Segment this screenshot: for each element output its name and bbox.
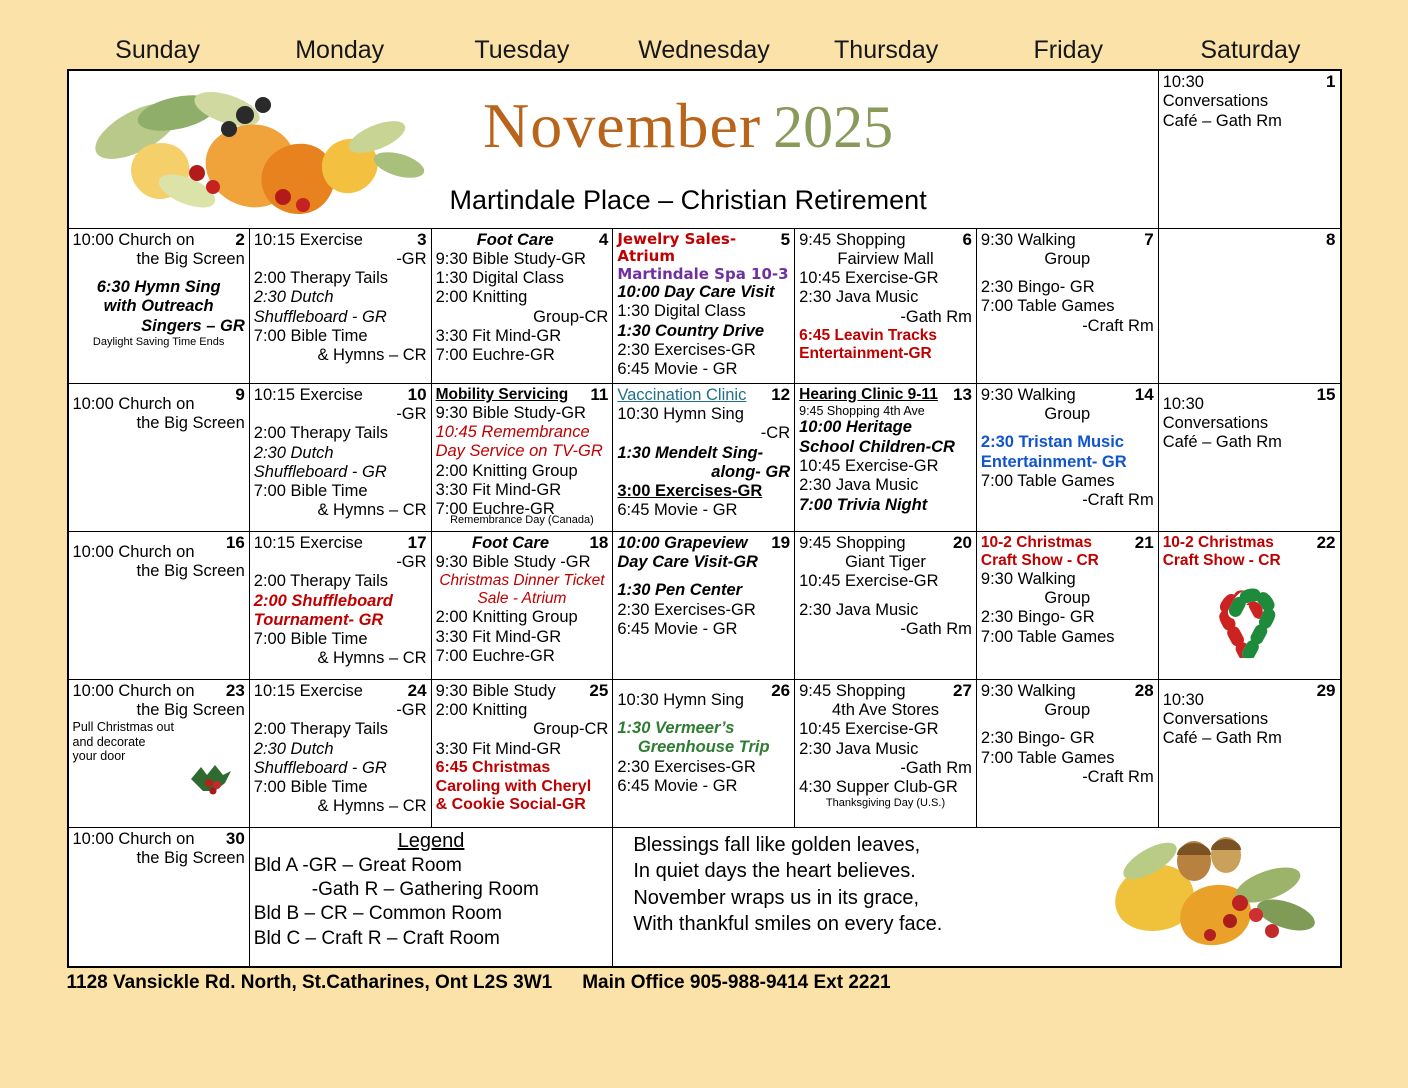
event-text: 9:30 Bible Study xyxy=(435,681,556,700)
event-text: Vaccination Clinic xyxy=(617,385,747,404)
event-text: 1:30 Vermeer’s xyxy=(617,718,735,737)
event-text: 9:45 Shopping 4th Ave xyxy=(799,403,925,418)
event-text: & Cookie Social-GR xyxy=(435,796,586,814)
event-text: 2:30 Dutch xyxy=(253,443,334,462)
poem-line: In quiet days the heart believes. xyxy=(633,860,916,883)
event-text: 10:00 Church on xyxy=(72,394,195,413)
day-cell-24 xyxy=(249,679,431,827)
event-text: Craft Show - CR xyxy=(1162,551,1281,569)
event-text: Group xyxy=(1044,700,1091,719)
event-text: the Big Screen xyxy=(136,249,245,268)
event-text: & Hymns – CR xyxy=(317,346,427,365)
event-text: Foot Care xyxy=(471,533,549,552)
event-text: Conversations xyxy=(1162,709,1269,728)
event-text: Pull Christmas out xyxy=(72,720,174,735)
event-text: -Gath Rm xyxy=(900,619,972,638)
day-cell-20 xyxy=(795,531,977,679)
day-number: 9 xyxy=(235,384,245,404)
event-text: 7:00 Bible Time xyxy=(253,778,368,797)
day-number: 21 xyxy=(1134,532,1154,552)
day-cell-5 xyxy=(613,228,795,383)
event-text: -Gath Rm xyxy=(900,307,972,326)
event-text: 10:45 Exercise-GR xyxy=(799,720,939,739)
event-text: 10:30 xyxy=(1162,394,1204,413)
calendar-grid xyxy=(67,69,1342,968)
day-number: 26 xyxy=(771,680,791,700)
event-text: 7:00 Euchre-GR xyxy=(435,346,555,365)
event-text: 3:00 Exercises-GR xyxy=(617,482,763,501)
event-text: 3:30 Fit Mind-GR xyxy=(435,627,562,646)
day-cell-8 xyxy=(1158,228,1340,383)
event-text: Group xyxy=(1044,404,1091,423)
event-text: -GR xyxy=(396,552,427,571)
day-cell-30 xyxy=(68,827,250,967)
event-text: 6:30 Hymn Sing xyxy=(96,278,221,297)
day-number: 12 xyxy=(771,384,791,404)
event-text: Group xyxy=(1044,589,1091,608)
event-text: 10:15 Exercise xyxy=(253,230,363,249)
event-text: Hearing Clinic 9-11 xyxy=(799,385,938,403)
event-text: Christmas Dinner Ticket xyxy=(439,572,605,590)
event-text: -Craft Rm xyxy=(1082,767,1154,786)
event-text: 7:00 Table Games xyxy=(980,627,1115,646)
day-cell-23 xyxy=(68,679,250,827)
event-text: Martindale Spa 10-3 xyxy=(617,264,789,283)
day-cell-17 xyxy=(249,531,431,679)
calendar-week-1 xyxy=(68,70,1341,228)
event-text: Sale - Atrium xyxy=(477,590,567,608)
event-text: 6:45 Christmas xyxy=(435,758,551,776)
event-text: Craft Show - CR xyxy=(980,551,1099,569)
event-text: & Hymns – CR xyxy=(317,649,427,668)
day-number: 10 xyxy=(407,384,427,404)
event-text: Mobility Servicing xyxy=(435,385,569,403)
day-cell-26 xyxy=(613,679,795,827)
event-text: 1:30 Mendelt Sing- xyxy=(617,443,764,462)
event-text: 9:45 Shopping xyxy=(799,681,906,700)
event-text: Greenhouse Trip xyxy=(637,738,770,757)
event-text: Day Service on TV-GR xyxy=(435,442,603,461)
day-cell-12 xyxy=(613,383,795,531)
day-number: 6 xyxy=(962,229,972,249)
weekday-header-row xyxy=(67,0,1342,65)
day-cell-2 xyxy=(68,228,250,383)
event-text: Shuffleboard - GR xyxy=(253,462,387,481)
event-text: 7:00 Euchre-GR xyxy=(435,500,555,519)
month-label: November xyxy=(483,90,762,161)
event-text: 2:30 Tristan Music xyxy=(980,433,1124,452)
event-text: 1:30 Digital Class xyxy=(617,302,746,321)
day-cell-6 xyxy=(795,228,977,383)
facility-name: Martindale Place – Christian Retirement xyxy=(449,185,927,215)
legend-line: Bld C – Craft R – Craft Room xyxy=(253,927,500,949)
day-number: 29 xyxy=(1316,680,1336,700)
day-number: 25 xyxy=(589,680,609,700)
event-text: 9:30 Bible Study-GR xyxy=(435,249,586,268)
day-cell-22 xyxy=(1158,531,1340,679)
weekday-sunday: Sunday xyxy=(115,36,200,64)
event-text: 10:45 Remembrance xyxy=(435,423,590,442)
event-text: -GR xyxy=(396,700,427,719)
event-text: Fairview Mall xyxy=(837,249,934,268)
event-text: 10:15 Exercise xyxy=(253,681,363,700)
event-text: -Craft Rm xyxy=(1082,316,1154,335)
legend-title: Legend xyxy=(397,829,465,852)
event-text: 10:00 Church on xyxy=(72,230,195,249)
event-text: 2:30 Bingo- GR xyxy=(980,729,1095,748)
event-text: 10:00 Church on xyxy=(72,542,195,561)
day-number: 4 xyxy=(598,229,609,249)
holiday-note: Remembrance Day (Canada) xyxy=(450,513,594,526)
day-number: 27 xyxy=(952,680,972,700)
event-text: 6:45 Leavin Tracks xyxy=(799,326,937,344)
event-text: 7:00 Bible Time xyxy=(253,630,368,649)
event-text: 2:30 Java Music xyxy=(799,288,919,307)
year-label: 2025 xyxy=(773,94,894,160)
event-text: 2:30 Bingo- GR xyxy=(980,608,1095,627)
day-number: 15 xyxy=(1316,384,1336,404)
calendar-week-2 xyxy=(68,228,1341,383)
event-text: 1:30 Country Drive xyxy=(617,321,765,340)
weekday-friday: Friday xyxy=(1033,36,1103,64)
weekday-wednesday: Wednesday xyxy=(638,36,770,64)
day-number: 30 xyxy=(225,828,245,848)
event-text: 2:30 Bingo- GR xyxy=(980,278,1095,297)
day-number: 19 xyxy=(771,532,791,552)
event-text: 2:00 Knitting Group xyxy=(435,608,578,627)
event-text: 10:00 Day Care Visit xyxy=(617,283,775,302)
event-text: 10-2 Christmas xyxy=(980,533,1093,551)
event-text: Tournament- GR xyxy=(253,610,384,629)
event-text: your door xyxy=(72,749,126,764)
event-text: 2:30 Java Music xyxy=(799,739,919,758)
event-text: 7:00 Bible Time xyxy=(253,326,368,345)
event-text: 6:45 Movie - GR xyxy=(617,360,738,379)
event-text: 10:15 Exercise xyxy=(253,533,363,552)
event-text: 7:00 Euchre-GR xyxy=(435,647,555,666)
day-number: 7 xyxy=(1144,229,1154,249)
day-cell-13 xyxy=(795,383,977,531)
event-text: 2:30 Java Music xyxy=(799,476,919,495)
event-text: 2:00 Knitting xyxy=(435,288,528,307)
day-number: 14 xyxy=(1134,384,1154,404)
event-text: with Outreach xyxy=(103,297,214,316)
event-text: 7:00 Table Games xyxy=(980,748,1115,767)
event-text: 3:30 Fit Mind-GR xyxy=(435,739,562,758)
day-cell-4 xyxy=(431,228,613,383)
event-text: 2:00 Therapy Tails xyxy=(253,720,389,739)
event-text: 7:00 Trivia Night xyxy=(799,495,928,514)
day-number: 22 xyxy=(1316,532,1336,552)
event-text: 1:30 Digital Class xyxy=(435,269,564,288)
event-text: 9:45 Shopping xyxy=(799,230,906,249)
day-number: 11 xyxy=(590,384,609,404)
poem-line: Blessings fall like golden leaves, xyxy=(633,833,921,856)
day-number: 3 xyxy=(417,229,427,249)
holiday-note: Thanksgiving Day (U.S.) xyxy=(825,797,946,810)
day-number: 18 xyxy=(589,532,609,552)
legend-line: -Gath R – Gathering Room xyxy=(311,878,539,900)
event-text: 10:15 Exercise xyxy=(253,385,363,404)
event-text: 10:00 Heritage xyxy=(799,418,912,437)
event-text: 9:30 Walking xyxy=(980,385,1076,404)
event-text: 9:30 Bible Study -GR xyxy=(435,552,591,571)
event-text: 2:30 Dutch xyxy=(253,288,334,307)
weekday-tuesday: Tuesday xyxy=(474,36,570,64)
weekday-thursday: Thursday xyxy=(834,36,939,64)
event-text: 10:30 Hymn Sing xyxy=(617,404,744,423)
legend-cell xyxy=(249,827,613,967)
event-text: the Big Screen xyxy=(136,561,245,580)
day-number: 16 xyxy=(225,532,245,552)
event-text: 3:30 Fit Mind-GR xyxy=(435,480,562,499)
event-text: Café – Gath Rm xyxy=(1162,433,1282,452)
calendar-title xyxy=(73,73,1154,163)
event-text: 2:30 Dutch xyxy=(253,739,334,758)
event-text: 2:30 Exercises-GR xyxy=(617,757,756,776)
event-text: Jewelry Sales-Atrium xyxy=(617,229,737,266)
day-cell-28 xyxy=(976,679,1158,827)
event-text: the Big Screen xyxy=(136,413,245,432)
day-number: 5 xyxy=(780,229,791,249)
legend-line: Bld B – CR – Common Room xyxy=(253,903,502,925)
event-text: 7:00 Bible Time xyxy=(253,482,368,501)
day-cell-16 xyxy=(68,531,250,679)
day-cell-3 xyxy=(249,228,431,383)
poem-line: With thankful smiles on every face. xyxy=(633,913,943,936)
event-text: 7:00 Table Games xyxy=(980,471,1115,490)
event-text: along- GR xyxy=(711,462,791,481)
event-text: 10:30 Hymn Sing xyxy=(617,690,744,709)
day-cell-29 xyxy=(1158,679,1340,827)
event-text: 6:45 Movie - GR xyxy=(617,501,738,520)
event-text: & Hymns – CR xyxy=(317,501,427,520)
event-text: 10:00 Grapeview xyxy=(617,533,748,552)
event-text: 2:00 Therapy Tails xyxy=(253,572,389,591)
holly-icon xyxy=(185,757,237,801)
day-cell-11 xyxy=(431,383,613,531)
event-text: -GR xyxy=(396,404,427,423)
event-text: 4th Ave Stores xyxy=(832,700,940,719)
candy-cane-icon xyxy=(1203,580,1295,658)
day-cell-27 xyxy=(795,679,977,827)
event-text: 3:30 Fit Mind-GR xyxy=(435,326,562,345)
event-text: 6:45 Movie - GR xyxy=(617,619,738,638)
footer-address: 1128 Vansickle Rd. North, St.Catharines, Ont L2S 3W1 xyxy=(66,972,553,994)
event-text: 2:30 Exercises-GR xyxy=(617,341,756,360)
day-number: 2 xyxy=(235,229,245,249)
event-text: 7:00 Table Games xyxy=(980,297,1115,316)
event-text: & Hymns – CR xyxy=(317,797,427,816)
event-text: Entertainment- GR xyxy=(980,452,1127,471)
event-text: Day Care Visit-GR xyxy=(617,552,758,571)
day-number: 24 xyxy=(407,680,427,700)
day-cell-7 xyxy=(976,228,1158,383)
event-text: Entertainment-GR xyxy=(799,345,932,363)
event-text: Group xyxy=(1044,249,1091,268)
event-text: 10:30 xyxy=(1162,73,1204,91)
event-text: Shuffleboard - GR xyxy=(253,307,387,326)
event-text: Shuffleboard - GR xyxy=(253,758,387,777)
event-text: 10:45 Exercise-GR xyxy=(799,572,939,591)
event-text: 2:30 Java Music xyxy=(799,600,919,619)
day-number: 1 xyxy=(1326,72,1336,91)
event-text: 9:45 Shopping xyxy=(799,533,906,552)
day-cell-14 xyxy=(976,383,1158,531)
event-text: Conversations xyxy=(1162,413,1269,432)
event-text: Caroling with Cheryl xyxy=(435,777,592,795)
event-text: School Children-CR xyxy=(799,437,955,456)
event-text: Café – Gath Rm xyxy=(1162,111,1282,130)
event-text: 2:00 Shuffleboard xyxy=(253,591,393,610)
day-number: 23 xyxy=(225,680,245,700)
day-cell-15 xyxy=(1158,383,1340,531)
calendar-banner-cell xyxy=(68,70,1159,228)
day-cell-21 xyxy=(976,531,1158,679)
day-number: 20 xyxy=(952,532,972,552)
event-text: Conversations xyxy=(1162,92,1269,111)
calendar-week-6 xyxy=(68,827,1341,967)
day-cell-9 xyxy=(68,383,250,531)
event-text: 10-2 Christmas xyxy=(1162,533,1274,551)
event-text: 6:45 Movie - GR xyxy=(617,776,738,795)
event-text: 4:30 Supper Club-GR xyxy=(799,778,958,797)
event-text: 10:30 xyxy=(1162,690,1204,709)
event-text: Group-CR xyxy=(533,720,609,739)
event-text: -CR xyxy=(760,424,791,443)
event-text: the Big Screen xyxy=(136,848,245,867)
day-cell-1 xyxy=(1158,70,1340,228)
event-text: Group-CR xyxy=(533,307,609,326)
day-cell-18 xyxy=(431,531,613,679)
weekday-monday: Monday xyxy=(295,36,385,64)
event-text: 10:00 Church on xyxy=(72,829,195,848)
footer xyxy=(67,972,1342,994)
event-text: -Gath Rm xyxy=(900,758,972,777)
day-cell-10 xyxy=(249,383,431,531)
day-number: 28 xyxy=(1134,680,1154,700)
event-text: Café – Gath Rm xyxy=(1162,729,1282,748)
holiday-note: Daylight Saving Time Ends xyxy=(92,335,225,348)
event-text: 2:00 Therapy Tails xyxy=(253,269,389,288)
calendar-week-4 xyxy=(68,531,1341,679)
day-number: 17 xyxy=(407,532,427,552)
event-text: 9:30 Walking xyxy=(980,230,1076,249)
event-text: Foot Care xyxy=(476,230,554,249)
legend-line: Bld A -GR – Great Room xyxy=(253,854,462,876)
event-text: the Big Screen xyxy=(136,700,245,719)
event-text: 2:00 Knitting xyxy=(435,700,528,719)
day-cell-25 xyxy=(431,679,613,827)
event-text: Giant Tiger xyxy=(845,552,926,571)
day-number: 8 xyxy=(1326,229,1336,249)
event-text: 10:00 Church on xyxy=(72,681,195,700)
event-text: 2:00 Therapy Tails xyxy=(253,424,389,443)
weekday-saturday: Saturday xyxy=(1200,36,1301,64)
event-text: 9:30 Bible Study-GR xyxy=(435,403,586,422)
event-text: 2:00 Knitting Group xyxy=(435,461,578,480)
event-text: 9:30 Walking xyxy=(980,681,1076,700)
event-text: -GR xyxy=(396,249,427,268)
event-text: Singers – GR xyxy=(141,316,245,335)
event-text: 10:45 Exercise-GR xyxy=(799,456,939,475)
footer-phone: Main Office 905-988-9414 Ext 2221 xyxy=(582,972,891,994)
poem-line: November wraps us in its grace, xyxy=(633,886,920,909)
calendar-week-3 xyxy=(68,383,1341,531)
event-text: 10:45 Exercise-GR xyxy=(799,269,939,288)
day-cell-19 xyxy=(613,531,795,679)
poem-cell xyxy=(613,827,1341,967)
calendar-week-5 xyxy=(68,679,1341,827)
event-text: -Craft Rm xyxy=(1082,491,1154,510)
event-text: 9:30 Walking xyxy=(980,569,1076,588)
event-text: 1:30 Pen Center xyxy=(617,581,743,600)
event-text: and decorate xyxy=(72,734,146,749)
day-number: 13 xyxy=(952,384,972,404)
event-text: 2:30 Exercises-GR xyxy=(617,600,756,619)
